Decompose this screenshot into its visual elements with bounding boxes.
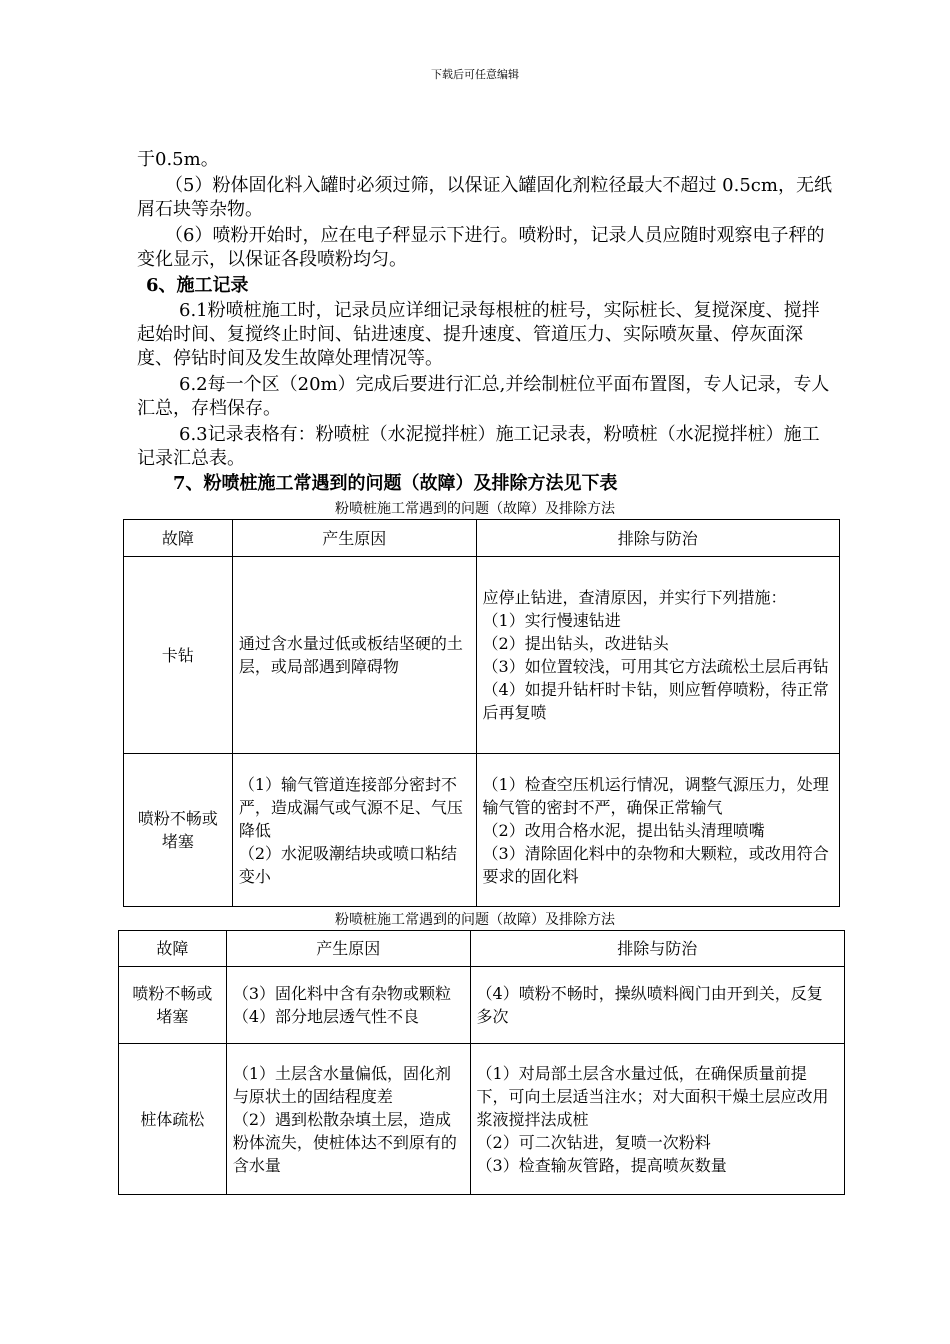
paragraph-6-2: 6.2每一个区（20m）完成后要进行汇总,并绘制桩位平面布置图，专人记录，专人汇总，存档保存。 xyxy=(137,374,830,419)
table-row xyxy=(119,1044,845,1195)
fix-line: （1）对局部土层含水量过低，在确保质量前提下，可向土层适当注水；对大面积干燥土层应改用浆液搅拌法成桩 xyxy=(476,1063,829,1129)
section-heading-6: 6、施工记录 xyxy=(146,275,249,296)
cause-line: （1）输气管道连接部分密封不严，造成漏气或气源不足、气压降低 xyxy=(238,774,463,840)
table-row xyxy=(119,967,845,1044)
cause-line: （2）水泥吸潮结块或喷口粘结变小 xyxy=(238,843,458,886)
table1 xyxy=(123,519,840,907)
fault-cell: 卡钻 xyxy=(124,557,233,754)
page-header: 下载后可任意编辑 xyxy=(431,68,519,81)
cause-line: （4）部分地层透气性不良 xyxy=(232,1007,420,1026)
table1-header-row xyxy=(124,520,840,557)
fix-line: （4）喷粉不畅时，操纵喷料阀门由开到关，反复多次 xyxy=(476,984,823,1026)
table1-caption: 粉喷桩施工常遇到的问题（故障）及排除方法 xyxy=(335,501,615,517)
table2-header-row xyxy=(119,931,845,967)
fix-line: （1）实行慢速钻进 xyxy=(482,611,621,630)
fix-cell xyxy=(476,557,839,754)
fix-line: （3）清除固化料中的杂物和大颗粒，或改用符合要求的固化料 xyxy=(482,843,829,886)
cause-cell xyxy=(226,1044,470,1195)
fix-line: （2）改用合格水泥，提出钻头清理喷嘴 xyxy=(482,820,765,840)
fault-cell: 喷粉不畅或堵塞 xyxy=(119,967,227,1044)
table2-caption: 粉喷桩施工常遇到的问题（故障）及排除方法 xyxy=(335,912,615,928)
table2-header-fix: 排除与防治 xyxy=(470,931,844,967)
cause-cell xyxy=(232,754,476,907)
fix-line: （3）如位置较浅，可用其它方法疏松土层后再钻 xyxy=(482,657,829,676)
table-row xyxy=(124,754,840,907)
paragraph-continuation: 于0.5m。 xyxy=(137,149,219,170)
fix-line: （2）提出钻头，改进钻头 xyxy=(482,634,669,653)
fix-line: 应停止钻进，查清原因，并实行下列措施： xyxy=(482,588,787,607)
fault-cell: 喷粉不畅或堵塞 xyxy=(124,754,233,907)
cause-line: 通过含水量过低或板结坚硬的土层，或局部遇到障碍物 xyxy=(238,634,463,676)
fault-cell: 桩体疏松 xyxy=(119,1044,227,1195)
fix-line: （2）可二次钻进，复喷一次粉料 xyxy=(476,1132,711,1152)
fix-cell xyxy=(476,754,839,907)
cause-line: （3）固化料中含有杂物或颗粒 xyxy=(232,984,452,1003)
fix-cell xyxy=(470,1044,844,1195)
paragraph-6-1: 6.1粉喷桩施工时，记录员应详细记录每根桩的桩号，实际桩长、复搅深度、搅拌起始时间、复搅终止时间、钻进速度、提升速度、管道压力、实际喷灰量、停灰面深度、停钻时间及发生故障处理情况等。 xyxy=(137,300,820,369)
fix-line: （4）如提升钻杆时卡钻，则应暂停喷粉，待正常后再复喷 xyxy=(482,680,829,722)
paragraph-item-6: （6）喷粉开始时，应在电子秤显示下进行。喷粉时，记录人员应随时观察电子秤的变化显示，以保证各段喷粉均匀。 xyxy=(137,225,825,270)
table-row xyxy=(124,557,840,754)
table1-header-cause: 产生原因 xyxy=(232,520,476,557)
fix-line: （3）检查输灰管路，提高喷灰数量 xyxy=(476,1155,727,1175)
table2-header-cause: 产生原因 xyxy=(226,931,470,967)
paragraph-6-3: 6.3记录表格有：粉喷桩（水泥搅拌桩）施工记录表，粉喷桩（水泥搅拌桩）施工记录汇总表。 xyxy=(137,424,820,469)
paragraph-item-5: （5）粉体固化料入罐时必须过筛，以保证入罐固化剂粒径最大不超过 0.5cm，无纸屑石块等杂物。 xyxy=(137,175,832,220)
fix-line: （1）检查空压机运行情况，调整气源压力，处理输气管的密封不严，确保正常输气 xyxy=(482,774,829,817)
table1-header-fix: 排除与防治 xyxy=(476,520,839,557)
section-heading-7: 7、粉喷桩施工常遇到的问题（故障）及排除方法见下表 xyxy=(173,473,618,494)
fix-cell xyxy=(470,967,844,1044)
cause-cell xyxy=(226,967,470,1044)
cause-cell xyxy=(232,557,476,754)
table2-header-fault: 故障 xyxy=(119,931,227,967)
table1-header-fault: 故障 xyxy=(124,520,233,557)
cause-line: （1）土层含水量偏低，固化剂与原状土的固结程度差 xyxy=(232,1063,452,1106)
table2 xyxy=(118,930,845,1195)
cause-line: （2）遇到松散杂填土层，造成粉体流失，使桩体达不到原有的含水量 xyxy=(232,1109,457,1175)
